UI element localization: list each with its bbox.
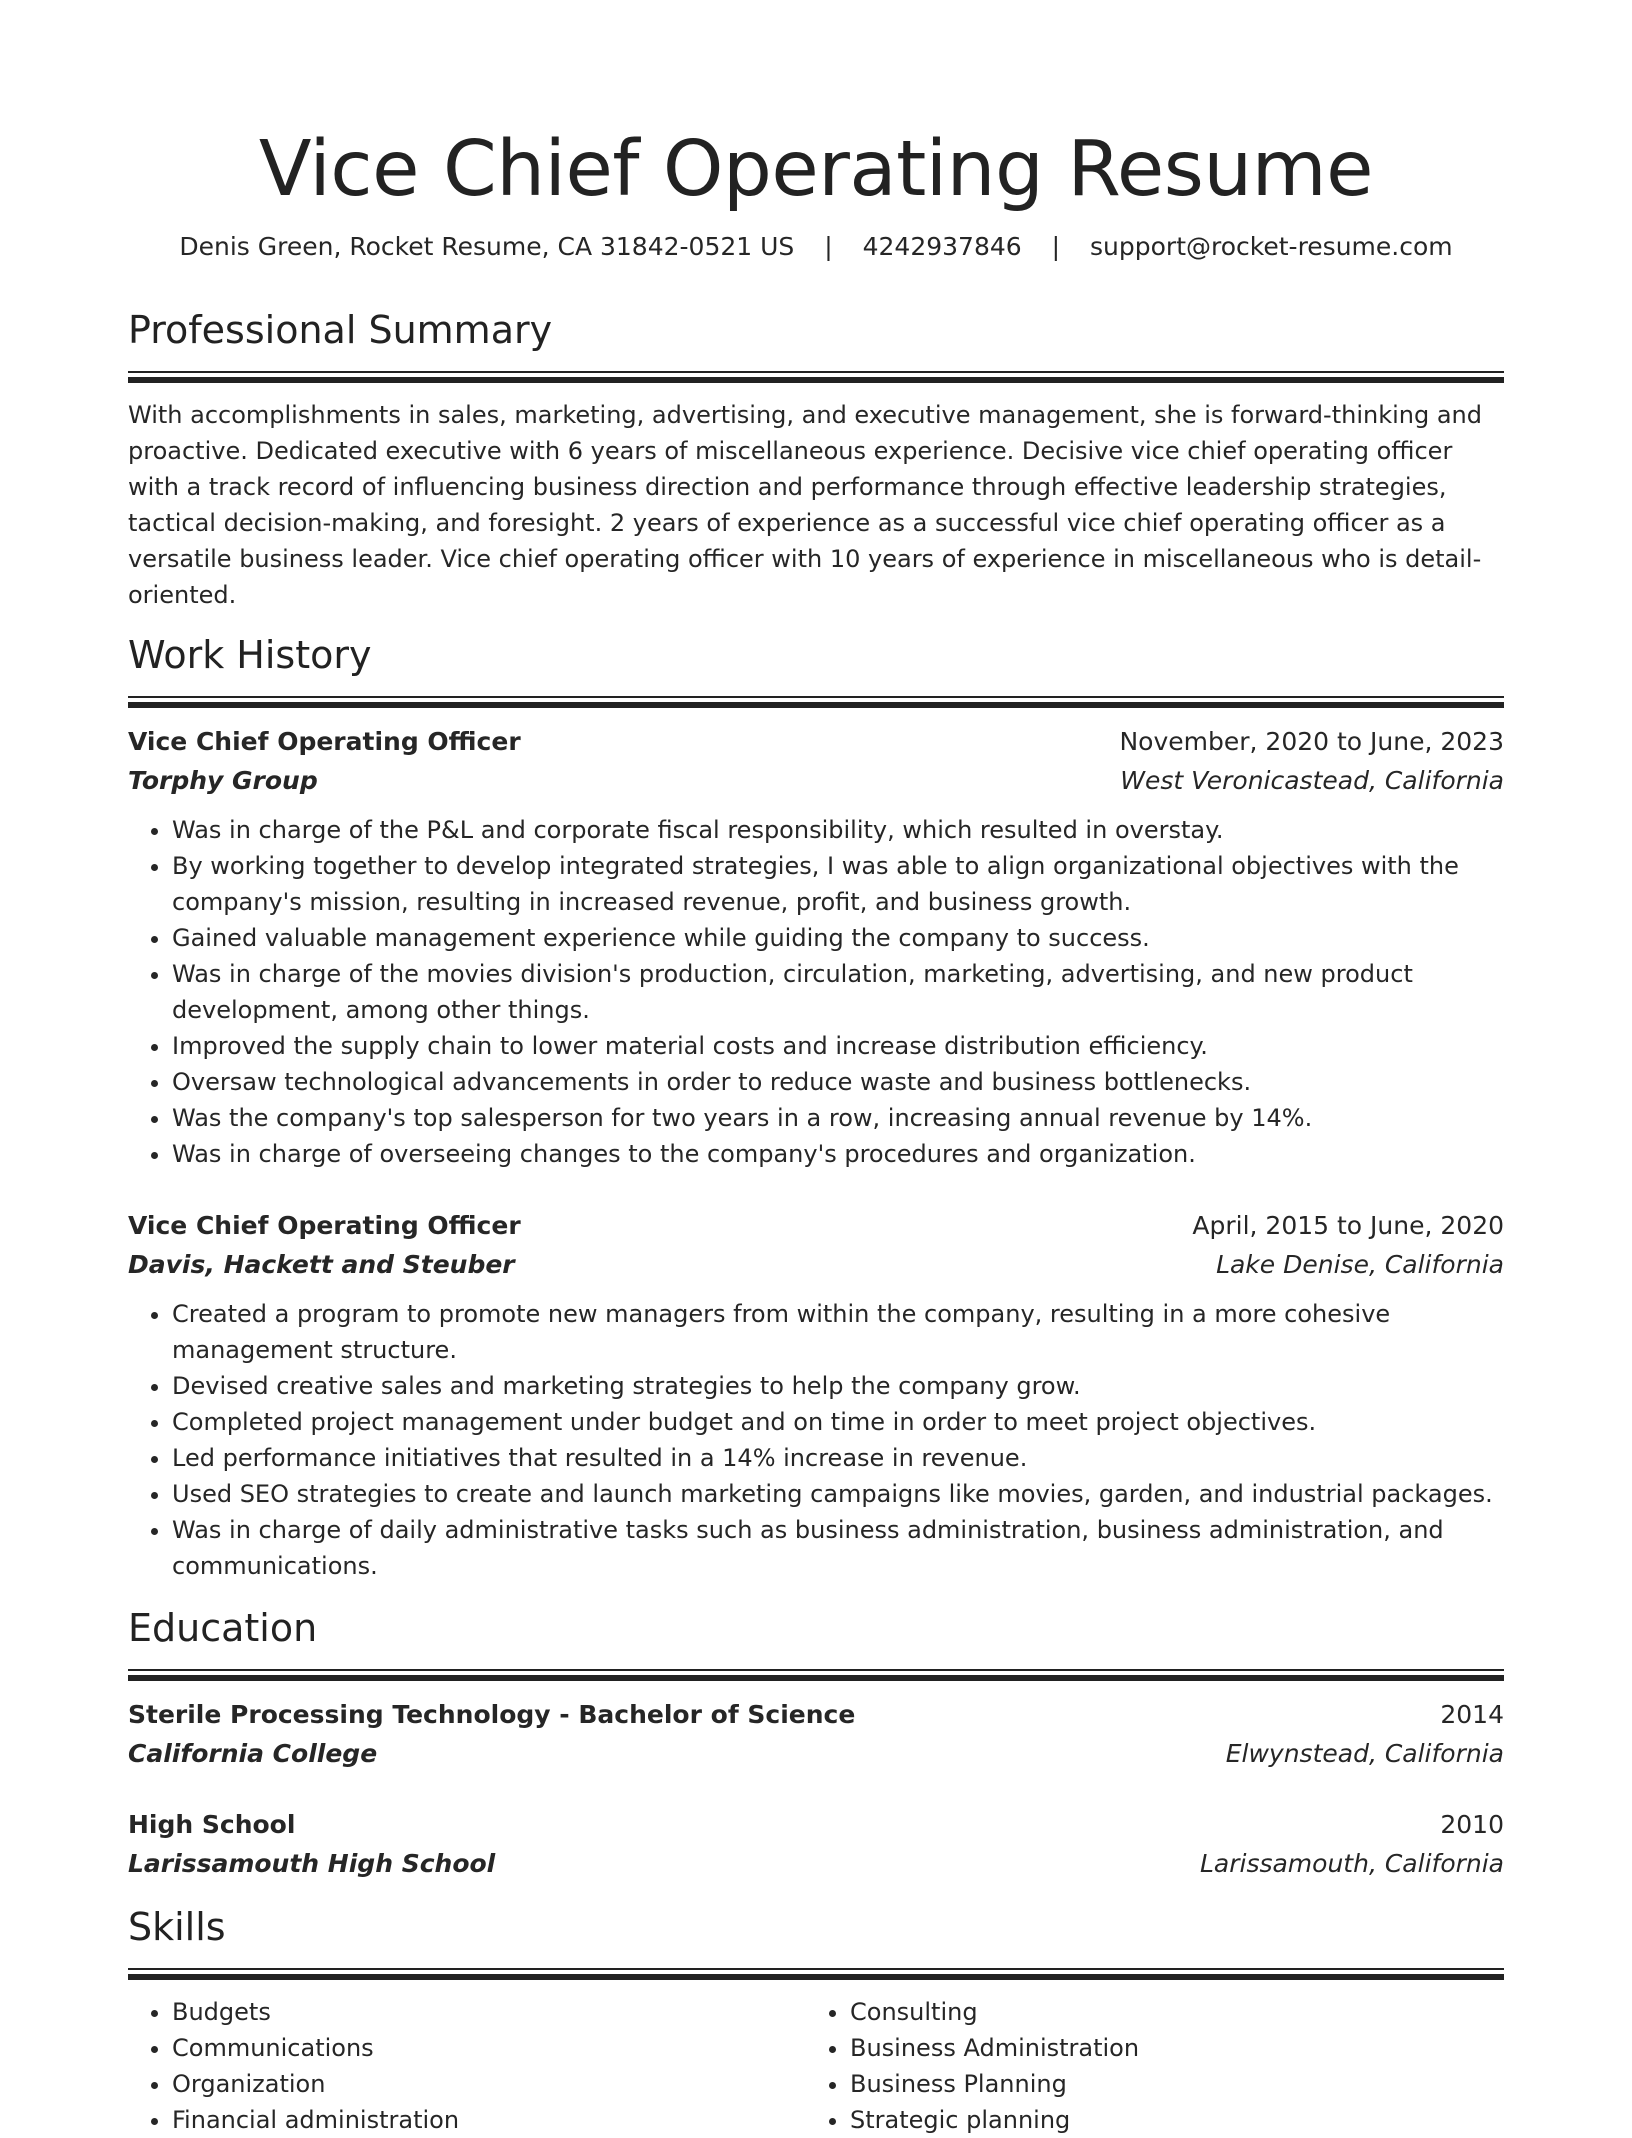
job-bullet: • By working together to develop integrated strategies, I was able to align organizational objectives with the company's mission, resulting in increased revenue, profit, and business growth. — [172, 848, 1504, 920]
section-divider — [128, 1968, 1504, 1980]
skills-columns — [128, 1994, 1504, 2138]
education-entry — [128, 1695, 1504, 1773]
job-bullet: • Gained valuable management experience while guiding the company to success. — [172, 920, 1504, 956]
contact-phone: 4242937846 — [862, 232, 1022, 261]
education-degree: Sterile Processing Technology - Bachelor of Science — [128, 1700, 856, 1729]
job-bullet: • Completed project management under budget and on time in order to meet project objectives. — [172, 1404, 1504, 1440]
contact-separator: | — [824, 232, 833, 261]
resume-title: Vice Chief Operating Resume — [258, 125, 1374, 214]
job-bullets — [128, 1296, 1504, 1584]
job-bullet: • Oversaw technological advancements in order to reduce waste and business bottlenecks. — [172, 1064, 1504, 1100]
resume-page — [128, 0, 1504, 2138]
education-year: 2010 — [1440, 1810, 1504, 1839]
job-bullet: • Was in charge of the P&L and corporate fiscal responsibility, which resulted in overstay. — [172, 812, 1504, 848]
skill-item: • Financial administration — [172, 2102, 806, 2138]
contact-line — [128, 230, 1504, 264]
job-bullet: • Used SEO strategies to create and launch marketing campaigns like movies, garden, and industrial packages. — [172, 1476, 1504, 1512]
education-entry — [128, 1805, 1504, 1883]
skills-heading: Skills — [128, 1905, 226, 1949]
education-school: Larissamouth High School — [128, 1849, 496, 1878]
job-bullet: • Was the company's top salesperson for two years in a row, increasing annual revenue by 14%. — [172, 1100, 1504, 1136]
job-dates: November, 2020 to June, 2023 — [1119, 727, 1504, 756]
education-degree-row — [128, 1695, 1504, 1734]
job-entry — [128, 722, 1504, 1172]
job-location: West Veronicastead, California — [1120, 766, 1504, 795]
skill-item: • Strategic planning — [850, 2102, 1484, 2138]
section-divider — [128, 696, 1504, 708]
contact-address: Denis Green, Rocket Resume, CA 31842-0521 US — [179, 232, 795, 261]
education-location: Larissamouth, California — [1199, 1849, 1504, 1878]
job-company-row — [128, 1245, 1504, 1284]
job-company-row — [128, 761, 1504, 800]
skills-list-left — [128, 1994, 806, 2138]
job-location: Lake Denise, California — [1216, 1250, 1504, 1279]
work-history-heading: Work History — [128, 633, 372, 677]
skill-item: • Consulting — [850, 1994, 1484, 2030]
education-school-row — [128, 1734, 1504, 1773]
job-title: Vice Chief Operating Officer — [128, 1211, 521, 1240]
job-title-row — [128, 1206, 1504, 1245]
job-bullet: • Led performance initiatives that resulted in a 14% increase in revenue. — [172, 1440, 1504, 1476]
job-title: Vice Chief Operating Officer — [128, 727, 521, 756]
job-bullet: • Was in charge of daily administrative tasks such as business administration, business administration, and communications. — [172, 1512, 1504, 1584]
skill-item: • Business Planning — [850, 2066, 1484, 2102]
job-bullet: • Was in charge of overseeing changes to the company's procedures and organization. — [172, 1136, 1504, 1172]
section-divider — [128, 371, 1504, 383]
education-heading: Education — [128, 1606, 318, 1650]
summary-heading: Professional Summary — [128, 308, 553, 352]
education-school-row — [128, 1844, 1504, 1883]
education-degree-row — [128, 1805, 1504, 1844]
job-company: Torphy Group — [128, 766, 318, 795]
job-entry — [128, 1206, 1504, 1584]
skill-item: • Budgets — [172, 1994, 806, 2030]
contact-email: support@rocket-resume.com — [1090, 232, 1453, 261]
education-degree: High School — [128, 1810, 296, 1839]
job-bullet: • Devised creative sales and marketing strategies to help the company grow. — [172, 1368, 1504, 1404]
section-divider — [128, 1669, 1504, 1681]
education-location: Elwynstead, California — [1225, 1739, 1504, 1768]
job-bullets — [128, 812, 1504, 1172]
skills-list-right — [806, 1994, 1484, 2138]
job-dates: April, 2015 to June, 2020 — [1192, 1211, 1504, 1240]
skill-item: • Business Administration — [850, 2030, 1484, 2066]
education-year: 2014 — [1440, 1700, 1504, 1729]
job-bullet: • Created a program to promote new managers from within the company, resulting in a more cohesive management structure. — [172, 1296, 1504, 1368]
skill-item: • Communications — [172, 2030, 806, 2066]
job-company: Davis, Hackett and Steuber — [128, 1250, 515, 1279]
job-bullet: • Was in charge of the movies division's production, circulation, marketing, advertising, and new product development, among other things. — [172, 956, 1504, 1028]
job-title-row — [128, 722, 1504, 761]
job-bullet: • Improved the supply chain to lower material costs and increase distribution efficiency. — [172, 1028, 1504, 1064]
contact-separator: | — [1051, 232, 1061, 261]
summary-text: With accomplishments in sales, marketing, advertising, and executive management, she is forward-thinking and proactive. Dedicated executive with 6 years of miscellaneous experience. Decisive vice chief operating officer with a track record of influencing business direction and performance through effective leadership strategies, tactical decision-making, and foresight. 2 years of experience as a successful vice chief operating officer as a versatile business leader. Vice chief operating officer with 10 years of experience in miscellaneous who is detail-oriented. — [128, 401, 1482, 609]
education-school: California College — [128, 1739, 378, 1768]
skill-item: • Organization — [172, 2066, 806, 2102]
